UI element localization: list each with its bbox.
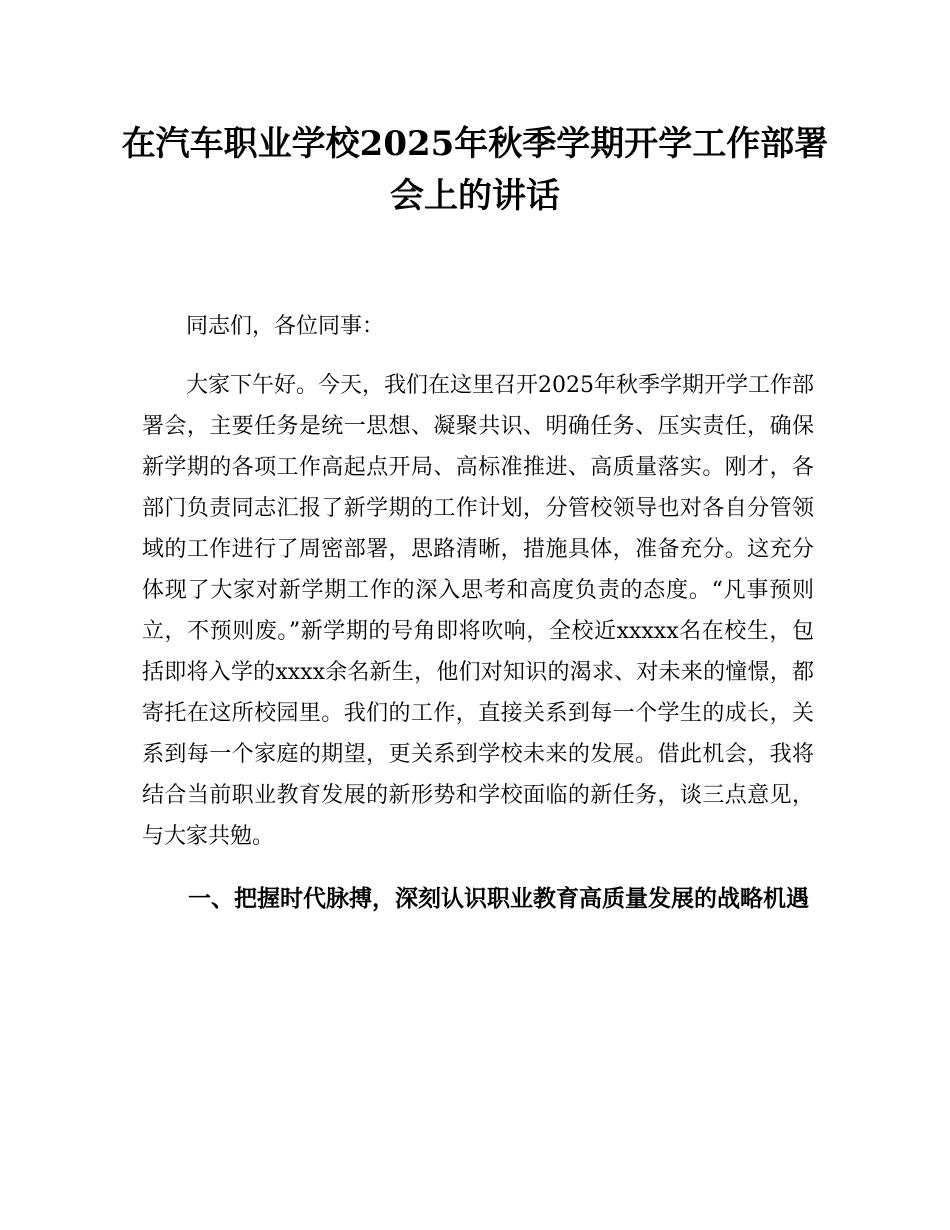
document-body bbox=[142, 306, 814, 923]
greeting: 同志们，各位同事： bbox=[186, 314, 385, 339]
section-heading-1: 一、把握时代脉搏，深刻认识职业教育高质量发展的战略机遇 bbox=[188, 886, 809, 912]
document-title: 在汽车职业学校2025年秋季学期开学工作部署会上的讲话 bbox=[121, 124, 829, 216]
intro-paragraph: 大家下午好。今天，我们在这里召开2025年秋季学期开学工作部署会，主要任务是统一思想、凝聚共识、明确任务、压实责任，确保新学期的各项工作高起点开局、高标准推进、高质量落实。刚才，各部门负责同志汇报了新学期的工作计划，分管校领导也对各自分管领域的工作进行了周密部署，思路清晰，措施具体，准备充分。这充分体现了大家对新学期工作的深入思考和高度负责的态度。“凡事预则立，不预则废。”新学期的号角即将吹响，全校近xxxxx名在校生，包括即将入学的xxxx余名新生，他们对知识的渴求、对未来的憧憬，都寄托在这所校园里。我们的工作，直接关系到每一个学生的成长，关系到每一个家庭的期望，更关系到学校未来的发展。借此机会，我将结合当前职业教育发展的新形势和学校面临的新任务，谈三点意见，与大家共勉。 bbox=[142, 373, 814, 849]
